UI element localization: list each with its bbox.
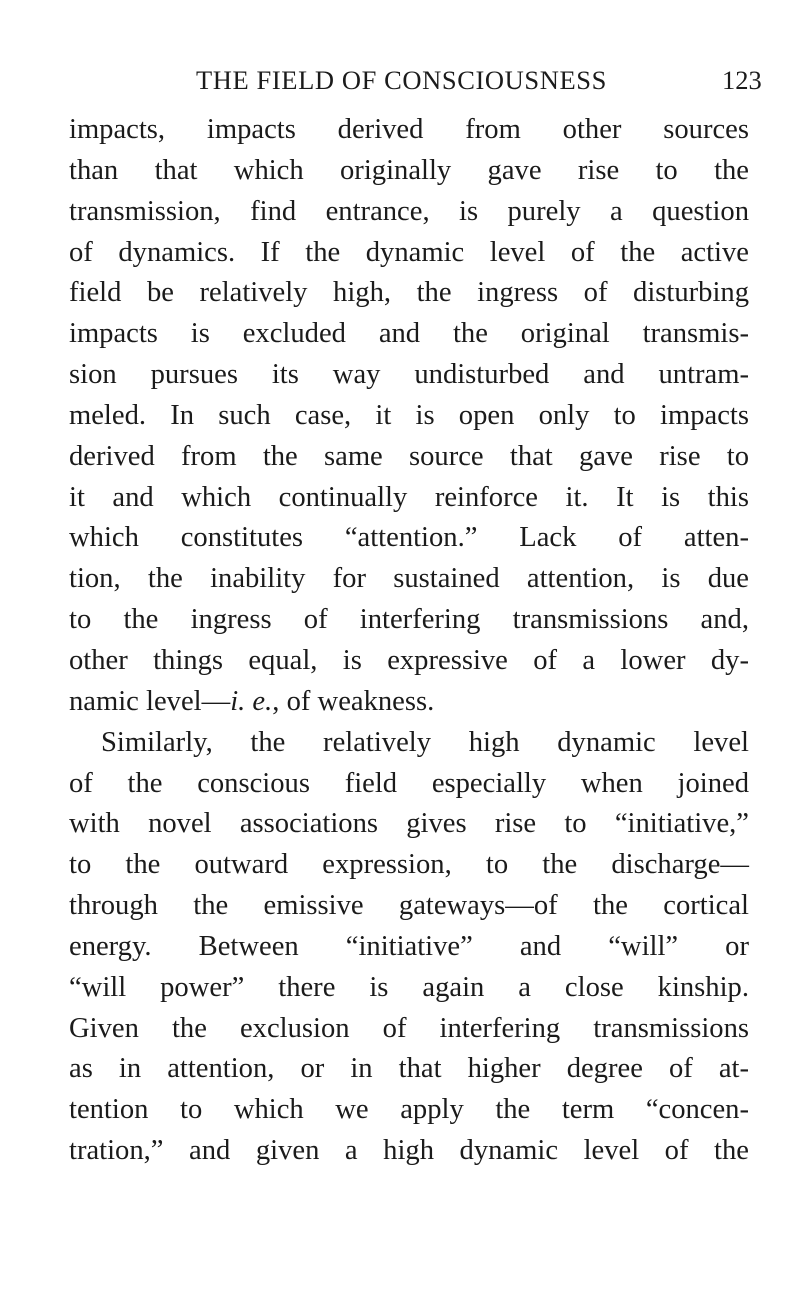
text-line: through the emissive gateways—of the cortical (69, 890, 749, 922)
text-line: meled. In such case, it is open only to impacts (69, 399, 749, 431)
paragraph-first-line: Similarly, the relatively high dynamic level (101, 726, 749, 758)
text-line: sion pursues its way undisturbed and untram- (69, 359, 749, 391)
text-line: Given the exclusion of interfering transmissions (69, 1012, 749, 1044)
running-title: THE FIELD OF CONSCIOUSNESS (196, 65, 607, 95)
text-line: tention to which we apply the term “concen- (69, 1094, 749, 1126)
paragraph-end-line: namic level—i. e., of weakness. (69, 685, 435, 717)
text-line: transmission, find entrance, is purely a question (69, 195, 749, 227)
text-line: field be relatively high, the ingress of disturbing (69, 277, 749, 309)
text-line: of dynamics. If the dynamic level of the active (69, 236, 749, 268)
text-line: derived from the same source that gave rise to (69, 440, 749, 472)
text-line: tration,” and given a high dynamic level of the (69, 1135, 749, 1167)
text-line: to the ingress of interfering transmissions and, (69, 604, 749, 636)
body-text (69, 110, 749, 1172)
text-line: impacts is excluded and the original transmis- (69, 318, 749, 350)
running-head (196, 62, 801, 98)
text-line: with novel associations gives rise to “initiative,” (69, 808, 749, 840)
text-line: as in attention, or in that higher degree of at- (69, 1053, 749, 1085)
text-line: which constitutes “attention.” Lack of atten- (69, 522, 749, 554)
text-line: tion, the inability for sustained attention, is due (69, 563, 749, 595)
page-number: 123 (722, 65, 762, 95)
text-line: energy. Between “initiative” and “will” or (69, 930, 749, 962)
text-line: to the outward expression, to the discharge— (69, 849, 749, 881)
text-line: it and which continually reinforce it. It is this (69, 481, 749, 513)
text-line: of the conscious field especially when joined (69, 767, 749, 799)
text-line: other things equal, is expressive of a lower dy- (69, 644, 749, 676)
text-line: impacts, impacts derived from other sources (69, 114, 749, 145)
text-line: than that which originally gave rise to the (69, 154, 749, 186)
text-line: “will power” there is again a close kinship. (69, 971, 749, 1003)
italic-abbreviation: i. e. (230, 685, 273, 717)
